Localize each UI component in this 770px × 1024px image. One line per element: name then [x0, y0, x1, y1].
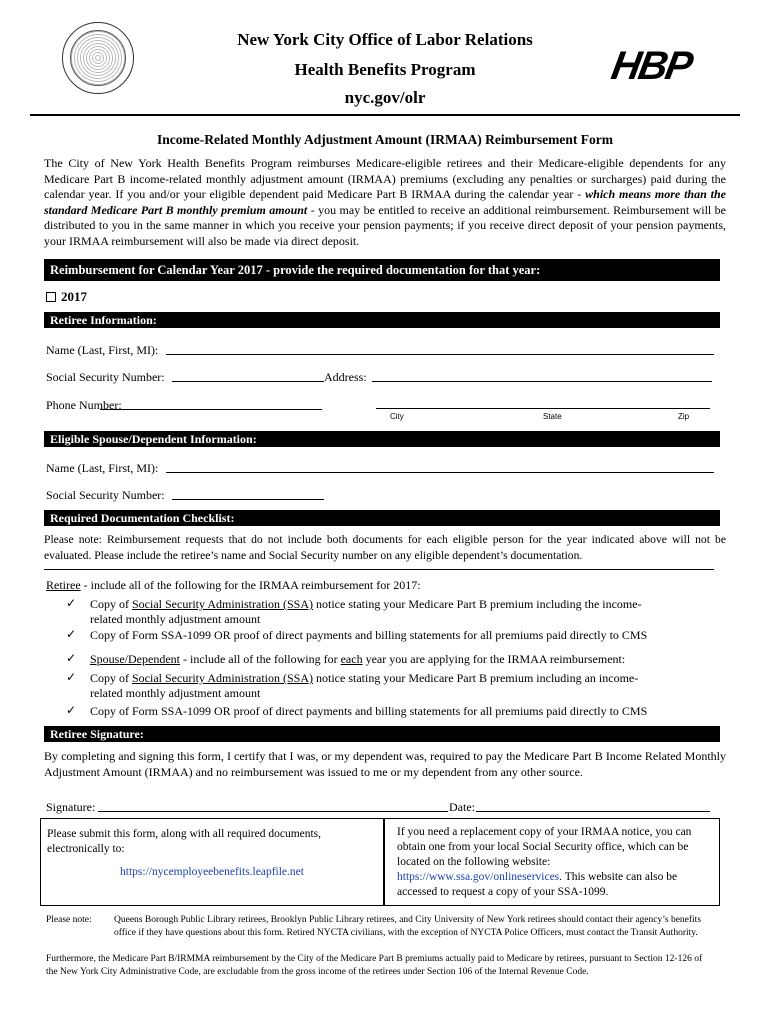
check-icon: ✓	[66, 703, 77, 717]
calendar-year-bar: Reimbursement for Calendar Year 2017 - provide the required documentation for that year:	[44, 259, 720, 281]
check-icon: ✓	[66, 670, 77, 684]
retiree-ssn-label: Social Security Number:	[46, 370, 165, 384]
retiree-name-label: Name (Last, First, MI):	[46, 343, 159, 357]
retiree-address-label: Address:	[324, 370, 367, 384]
check-icon: ✓	[66, 596, 77, 610]
signature-field[interactable]	[98, 800, 448, 812]
retiree-item-ssa-1099: Copy of Form SSA-1099 OR proof of direct payments and billing statements for all premiums paid directly to CMS	[90, 628, 648, 642]
footer-furthermore: Furthermore, the Medicare Part B/IRMMA reimbursement by the City of the Medicare Part B premiums actually paid to Medicare by retirees, pursuant to Section 12-126 of the New York City Administrative Code, are excludable from the gross income of the retirees under Section 106 of the Internal Revenue Code.	[46, 954, 703, 977]
footer-note-label: Please note:	[46, 915, 92, 925]
leapfile-link[interactable]: https://nycemployeebenefits.leapfile.net	[120, 866, 304, 878]
spouse-name-field[interactable]	[166, 461, 714, 473]
retiree-requirements-heading: Retiree - include all of the following for the IRMAA reimbursement for 2017:	[46, 578, 421, 592]
submit-text: Please submit this form, along with all required documents, electronically to:	[47, 828, 322, 855]
year-option[interactable]	[46, 289, 87, 305]
spouse-ssn-label: Social Security Number:	[46, 488, 165, 502]
checklist-note: Please note: Reimbursement requests that do not include both documents for each eligible person for the year indicated above will not be evaluated. Please include the retiree’s name and Social Security number on any eligible dependent’s documentation.	[44, 533, 726, 562]
spouse-info-bar: Eligible Spouse/Dependent Information:	[44, 431, 720, 447]
hbp-logo: HBP	[608, 44, 695, 88]
header-org: New York City Office of Labor Relations	[237, 30, 533, 49]
retiree-ssn-field[interactable]	[172, 370, 324, 382]
year-label: 2017	[61, 289, 87, 304]
date-field[interactable]	[476, 800, 710, 812]
submit-box	[40, 818, 384, 906]
header-site: nyc.gov/olr	[344, 88, 426, 107]
retiree-city-state-zip-field[interactable]	[376, 397, 710, 409]
zip-caption: Zip	[678, 412, 690, 421]
checklist-bar: Required Documentation Checklist:	[44, 510, 720, 526]
signature-label: Signature:	[46, 800, 96, 814]
retiree-phone-field[interactable]	[100, 398, 322, 410]
intro-paragraph: The City of New York Health Benefits Program reimburses Medicare-eligible retirees and their Medicare-eligible dependents for any Medicare Part B income-related monthly adjustment amount (IRMAA) premiums (excluding any penalties or surcharges) paid during the calendar year. If you and/or your eligible dependent paid Medicare Part B IRMAA during the calendar year - which means more than the standard Medicare Part B monthly premium amount - you may be entitled to receive an additional reimbursement. Reimbursement will be distributed to you in the same manner in which you receive your pension payments; if you receive direct deposit of your pension payments, your IRMAA reimbursement will also be made via direct deposit.	[44, 156, 727, 248]
retiree-info-bar: Retiree Information:	[44, 312, 720, 328]
retiree-item-ssa-notice: Copy of Social Security Administration (SSA) notice stating your Medicare Part B premium including the income- related monthly adjustment amount	[90, 597, 642, 626]
date-label: Date:	[449, 800, 475, 814]
spouse-name-label: Name (Last, First, MI):	[46, 461, 159, 475]
replacement-text: If you need a replacement copy of your IRMAA notice, you can obtain one from your local Social Security office, which can be located on the following website: https://www.ssa.gov/onlineservices. This website can also be accessed to request a copy of your SSA-1099.	[397, 826, 692, 898]
header-rule	[30, 114, 740, 116]
check-icon: ✓	[66, 627, 77, 641]
city-caption: City	[390, 412, 404, 421]
year-checkbox[interactable]	[46, 292, 56, 302]
spouse-ssn-field[interactable]	[172, 488, 324, 500]
retiree-phone-label: Phone Number:	[46, 398, 122, 412]
retiree-address-field[interactable]	[372, 370, 712, 382]
signature-bar: Retiree Signature:	[44, 726, 720, 742]
footer-note-text: Queens Borough Public Library retirees, Brooklyn Public Library retirees, and City University of New York retirees should contact their agency’s benefits office if they have questions about this form. Retired NYCTA civilians, with the exception of NYCTA Police Officers, must contact the Transit Authority.	[114, 915, 702, 938]
form-title: Income-Related Monthly Adjustment Amount (IRMAA) Reimbursement Form	[157, 132, 613, 147]
check-icon: ✓	[66, 651, 77, 665]
retiree-name-field[interactable]	[166, 343, 714, 355]
header-program: Health Benefits Program	[294, 60, 476, 79]
state-caption: State	[543, 412, 562, 421]
spouse-item-ssa-1099: Copy of Form SSA-1099 OR proof of direct payments and billing statements for all premiums paid directly to CMS	[90, 704, 648, 718]
certify-text: By completing and signing this form, I certify that I was, or my dependent was, required to pay the Medicare Part B Income Related Monthly Adjustment Amount (IRMAA) and no reimbursement was issued to me or my dependent from any other source.	[44, 749, 726, 779]
replacement-box	[384, 818, 720, 906]
checklist-rule	[44, 569, 714, 570]
spouse-item-ssa-notice: Copy of Social Security Administration (SSA) notice stating your Medicare Part B premium including an income- related monthly adjustment amount	[90, 671, 639, 700]
spouse-requirements-heading: Spouse/Dependent - include all of the following for each year you are applying for the IRMAA reimbursement:	[90, 652, 626, 666]
ssa-online-link[interactable]: https://www.ssa.gov/onlineservices	[397, 871, 560, 883]
